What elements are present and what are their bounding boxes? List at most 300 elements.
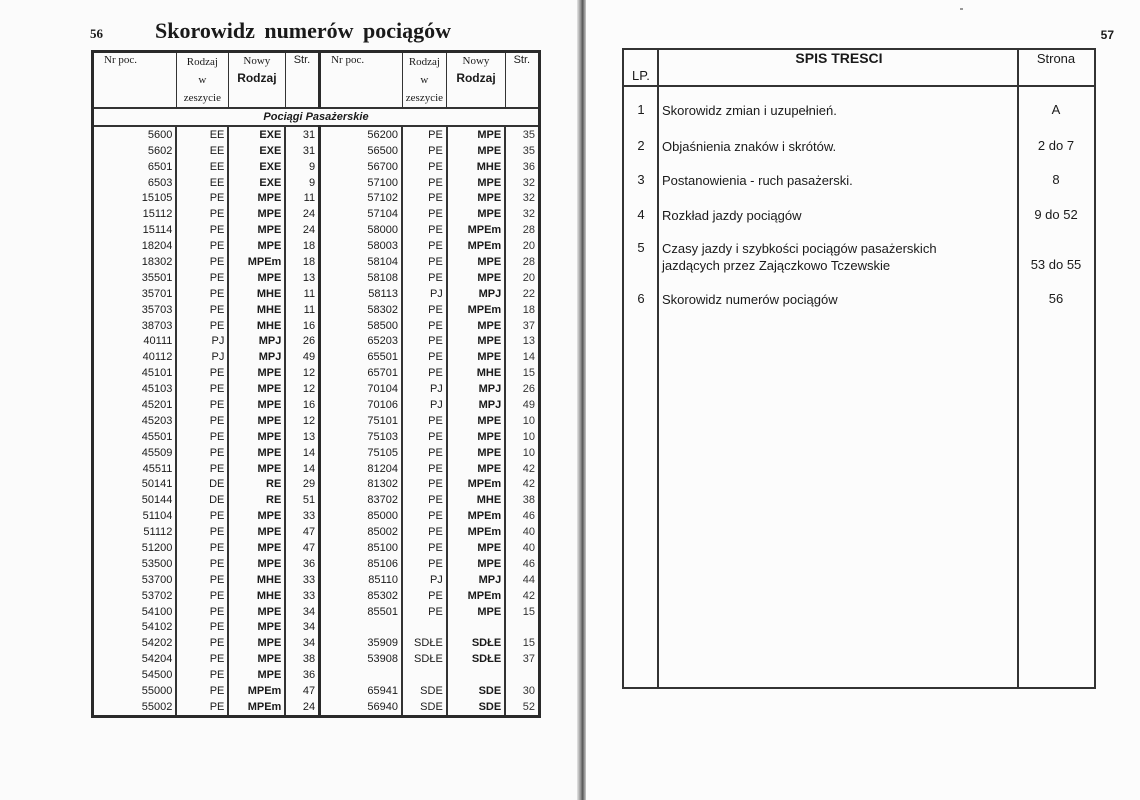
table-row <box>93 476 540 492</box>
header-str: Str. <box>285 52 319 109</box>
new-type-left: MPE <box>228 222 285 238</box>
type-in-book-left: PJ <box>176 349 228 365</box>
toc-divider-strona <box>1017 50 1019 687</box>
train-number-left: 45511 <box>93 461 177 477</box>
table-row <box>93 397 540 413</box>
type-in-book-right: PE <box>402 126 447 143</box>
table-row <box>93 683 540 699</box>
train-number-right: 35909 <box>320 635 402 651</box>
new-type-right: MPE <box>447 604 505 620</box>
train-number-right: 58108 <box>320 270 402 286</box>
page-right: 13 <box>522 335 535 348</box>
table-row <box>93 540 540 556</box>
type-in-book-left: EE <box>176 143 228 159</box>
table-row <box>93 302 540 318</box>
type-in-book-right: PE <box>402 270 447 286</box>
type-in-book-left: PE <box>176 206 228 222</box>
page-left: 18 <box>285 238 319 254</box>
header-rodzaj-line2: w zeszycie <box>183 74 221 104</box>
new-type-right: MPE <box>447 413 505 429</box>
table-of-contents <box>622 48 1096 689</box>
train-number-right: 58000 <box>320 222 402 238</box>
table-row <box>93 254 540 270</box>
page-right: 44 <box>522 573 535 586</box>
train-number-left: 51200 <box>93 540 177 556</box>
train-number-right: 58104 <box>320 254 402 270</box>
type-in-book-left: PE <box>176 620 228 636</box>
table-row <box>93 651 540 667</box>
new-type-right: MPJ <box>447 572 505 588</box>
table-row <box>93 349 540 365</box>
page-left: 13 <box>285 270 319 286</box>
train-number-left: 54204 <box>93 651 177 667</box>
type-in-book-left: EE <box>176 126 228 143</box>
new-type-right <box>447 667 505 683</box>
toc-header-strona: Strona <box>1036 51 1076 66</box>
type-in-book-right: PE <box>402 556 447 572</box>
page-left: 26 <box>285 333 319 349</box>
new-type-right: MPE <box>447 190 505 206</box>
table-row <box>93 604 540 620</box>
train-number-right: 85106 <box>320 556 402 572</box>
new-type-right: MPE <box>447 349 505 365</box>
type-in-book-right: PE <box>402 159 447 175</box>
table-row <box>93 620 540 636</box>
train-number-right: 85302 <box>320 588 402 604</box>
type-in-book-right: PE <box>402 206 447 222</box>
new-type-left: MPE <box>228 190 285 206</box>
train-number-left: 54102 <box>93 620 177 636</box>
page-right: 32 <box>522 192 535 205</box>
type-in-book-right: PE <box>402 318 447 334</box>
train-number-right: 58003 <box>320 238 402 254</box>
new-type-right: MPJ <box>447 397 505 413</box>
train-number-right: 70106 <box>320 397 402 413</box>
type-in-book-left: PE <box>176 683 228 699</box>
new-type-right: MPE <box>447 556 505 572</box>
new-type-right: MPEm <box>447 508 505 524</box>
train-number-left: 53500 <box>93 556 177 572</box>
type-in-book-right: PE <box>402 445 447 461</box>
header-nowy-2 <box>447 52 505 109</box>
type-in-book-left: PE <box>176 318 228 334</box>
new-type-right: SDE <box>447 683 505 699</box>
new-type-right: MPEm <box>447 476 505 492</box>
type-in-book-left: PE <box>176 588 228 604</box>
type-in-book-left: PE <box>176 222 228 238</box>
train-number-right: 75105 <box>320 445 402 461</box>
train-number-right: 56200 <box>320 126 402 143</box>
new-type-left: MPE <box>228 667 285 683</box>
new-type-right: MPE <box>447 126 505 143</box>
page-left: 11 <box>285 302 319 318</box>
type-in-book-right: PE <box>402 365 447 381</box>
train-number-left: 45203 <box>93 413 177 429</box>
toc-entry-title: Skorowidz numerów pociągów <box>662 292 838 307</box>
train-number-right: 57102 <box>320 190 402 206</box>
train-number-left: 45103 <box>93 381 177 397</box>
toc-header-lp: LP. <box>632 68 650 83</box>
train-number-left: 55000 <box>93 683 177 699</box>
new-type-left: MPEm <box>228 699 285 716</box>
new-type-left: MHE <box>228 286 285 302</box>
type-in-book-right: PE <box>402 333 447 349</box>
type-in-book-right: PE <box>402 302 447 318</box>
page-left: 47 <box>285 540 319 556</box>
table-row <box>93 445 540 461</box>
train-number-left: 15105 <box>93 190 177 206</box>
train-number-right <box>320 620 402 636</box>
new-type-left: EXE <box>228 159 285 175</box>
page-left: 12 <box>285 365 319 381</box>
page-right: 37 <box>522 319 535 332</box>
train-number-left: 45101 <box>93 365 177 381</box>
type-in-book-left: PE <box>176 604 228 620</box>
train-number-left: 15112 <box>93 206 177 222</box>
page-right: 37 <box>522 653 535 666</box>
page-right: 52 <box>522 700 535 713</box>
table-row <box>93 159 540 175</box>
type-in-book-right: PE <box>402 143 447 159</box>
table-row <box>93 635 540 651</box>
toc-entry-page: 8 <box>1052 172 1060 187</box>
page-left: 11 <box>285 190 319 206</box>
header-nr-2-label: Nr poc. <box>331 54 365 66</box>
new-type-left: MPE <box>228 381 285 397</box>
type-in-book-right: PE <box>402 476 447 492</box>
train-number-left: 53700 <box>93 572 177 588</box>
table-row <box>93 492 540 508</box>
new-type-right: MHE <box>447 492 505 508</box>
table-row <box>93 190 540 206</box>
type-in-book-left: PE <box>176 524 228 540</box>
new-type-right: MPE <box>447 429 505 445</box>
new-type-left: MPE <box>228 445 285 461</box>
header-nr-label: Nr poc. <box>104 54 137 66</box>
type-in-book-right: PE <box>402 429 447 445</box>
table-row <box>93 556 540 572</box>
new-type-right: MPE <box>447 318 505 334</box>
page-left: 38 <box>285 651 319 667</box>
page-right: 10 <box>522 446 535 459</box>
new-type-left: MPE <box>228 397 285 413</box>
page-right: 35 <box>522 144 535 157</box>
train-number-right: 70104 <box>320 381 402 397</box>
train-number-right: 85501 <box>320 604 402 620</box>
page-left: 12 <box>285 413 319 429</box>
toc-entry-page: 9 do 52 <box>1034 207 1078 222</box>
page-left: 14 <box>285 461 319 477</box>
new-type-left: EXE <box>228 175 285 191</box>
page-left: 31 <box>285 143 319 159</box>
type-in-book-right: PJ <box>402 572 447 588</box>
page-right: 40 <box>522 541 535 554</box>
page-right <box>505 667 539 683</box>
train-number-right: 58113 <box>320 286 402 302</box>
new-type-right: MHE <box>447 365 505 381</box>
train-number-left: 53702 <box>93 588 177 604</box>
train-number-right: 85000 <box>320 508 402 524</box>
type-in-book-right: PE <box>402 238 447 254</box>
page-right: 38 <box>522 494 535 507</box>
train-number-left: 5602 <box>93 143 177 159</box>
train-number-right: 53908 <box>320 651 402 667</box>
train-number-right: 65501 <box>320 349 402 365</box>
page-left: 34 <box>285 635 319 651</box>
table-row <box>93 126 540 143</box>
new-type-right: MPE <box>447 461 505 477</box>
page-left: 24 <box>285 206 319 222</box>
table-header-row <box>93 52 540 109</box>
train-number-left: 45201 <box>93 397 177 413</box>
train-number-left: 35703 <box>93 302 177 318</box>
train-number-left: 35501 <box>93 270 177 286</box>
table-row <box>93 524 540 540</box>
header-nowy-2-line2: Rodzaj <box>456 71 496 85</box>
new-type-right: MPEm <box>447 238 505 254</box>
page-right: 46 <box>522 557 535 570</box>
train-number-right: 75103 <box>320 429 402 445</box>
new-type-right: MPEm <box>447 222 505 238</box>
toc-entry-title: Postanowienia - ruch pasażerski. <box>662 173 853 188</box>
type-in-book-left: DE <box>176 476 228 492</box>
header-nr <box>93 52 177 109</box>
train-number-left: 40112 <box>93 349 177 365</box>
table-row <box>93 286 540 302</box>
paper-speck <box>960 8 963 10</box>
page-left: 18 <box>285 254 319 270</box>
type-in-book-left: PE <box>176 381 228 397</box>
new-type-left: MPE <box>228 556 285 572</box>
train-number-right: 58500 <box>320 318 402 334</box>
train-number-right: 56500 <box>320 143 402 159</box>
toc-entry-number: 4 <box>637 207 645 222</box>
header-rodzaj <box>176 52 228 109</box>
page-right: 32 <box>522 176 535 189</box>
new-type-left: MPE <box>228 413 285 429</box>
type-in-book-right: PE <box>402 254 447 270</box>
page-left: 33 <box>285 508 319 524</box>
type-in-book-right: SDŁE <box>402 651 447 667</box>
type-in-book-left: PE <box>176 635 228 651</box>
toc-entry-title: Objaśnienia znaków i skrótów. <box>662 139 837 154</box>
train-number-left: 18302 <box>93 254 177 270</box>
type-in-book-left: PE <box>176 190 228 206</box>
new-type-right: SDŁE <box>447 635 505 651</box>
new-type-left: EXE <box>228 143 285 159</box>
table-row <box>93 429 540 445</box>
page-left: 47 <box>285 524 319 540</box>
new-type-right: MPE <box>447 270 505 286</box>
type-in-book-left: PE <box>176 461 228 477</box>
page-right: 22 <box>522 287 535 300</box>
type-in-book-left: PE <box>176 699 228 716</box>
type-in-book-left: PE <box>176 302 228 318</box>
type-in-book-left: PE <box>176 572 228 588</box>
page-right: 20 <box>522 271 535 284</box>
train-number-left: 45509 <box>93 445 177 461</box>
toc-header-divider <box>624 85 1094 87</box>
page-right: 42 <box>522 589 535 602</box>
page-left: 49 <box>285 349 319 365</box>
table-row <box>93 413 540 429</box>
header-nr-2 <box>320 52 402 109</box>
new-type-left: EXE <box>228 126 285 143</box>
page-right: 26 <box>522 383 535 396</box>
table-row <box>93 206 540 222</box>
new-type-left: MHE <box>228 318 285 334</box>
page-left: 51 <box>285 492 319 508</box>
page-right: 15 <box>522 367 535 380</box>
header-nowy-2-line1: Nowy <box>462 55 490 67</box>
new-type-right: MHE <box>447 159 505 175</box>
type-in-book-left: PJ <box>176 333 228 349</box>
page-right: 35 <box>522 128 535 141</box>
type-in-book-right <box>402 667 447 683</box>
new-type-left: MPE <box>228 540 285 556</box>
page-left: 11 <box>285 286 319 302</box>
new-type-right: MPE <box>447 175 505 191</box>
type-in-book-left: PE <box>176 508 228 524</box>
new-type-right: MPJ <box>447 286 505 302</box>
type-in-book-left: PE <box>176 413 228 429</box>
type-in-book-left: PE <box>176 397 228 413</box>
new-type-right: MPE <box>447 206 505 222</box>
page-right: 10 <box>522 430 535 443</box>
type-in-book-right: PE <box>402 492 447 508</box>
toc-entry-number: 6 <box>637 291 645 306</box>
new-type-left: RE <box>228 476 285 492</box>
toc-entry-number: 3 <box>637 172 645 187</box>
toc-entry-title: Czasy jazdy i szybkości pociągów pasażerskich jazdących przez Zajączkowo Tczewskie <box>662 241 937 273</box>
table-row <box>93 699 540 716</box>
train-number-right: 81302 <box>320 476 402 492</box>
new-type-left: MPJ <box>228 333 285 349</box>
train-number-left: 45501 <box>93 429 177 445</box>
new-type-left: MPE <box>228 365 285 381</box>
table-row <box>93 588 540 604</box>
train-number-left: 50144 <box>93 492 177 508</box>
new-type-right: MPEm <box>447 524 505 540</box>
type-in-book-right: PE <box>402 524 447 540</box>
table-row <box>93 461 540 477</box>
table-body <box>93 126 540 716</box>
type-in-book-right: PE <box>402 604 447 620</box>
page-right: 49 <box>522 398 535 411</box>
new-type-right: SDE <box>447 699 505 716</box>
type-in-book-right <box>402 620 447 636</box>
type-in-book-right: PE <box>402 540 447 556</box>
page-left: 13 <box>285 429 319 445</box>
train-number-right: 57100 <box>320 175 402 191</box>
page-right: 20 <box>522 240 535 253</box>
type-in-book-left: EE <box>176 159 228 175</box>
type-in-book-left: PE <box>176 270 228 286</box>
page-left: 12 <box>285 381 319 397</box>
header-rodzaj-2 <box>402 52 447 109</box>
toc-entry-title: Rozkład jazdy pociągów <box>662 208 802 223</box>
new-type-left: MPEm <box>228 254 285 270</box>
toc-entry-page: A <box>1051 102 1061 117</box>
table-row <box>93 508 540 524</box>
page-left: 34 <box>285 604 319 620</box>
header-rodzaj-2-line1: Rodzaj <box>408 56 440 68</box>
header-nowy-line2: Rodzaj <box>237 71 277 85</box>
page-right: 10 <box>522 414 535 427</box>
train-number-right: 75101 <box>320 413 402 429</box>
type-in-book-right: PE <box>402 175 447 191</box>
type-in-book-right: PJ <box>402 397 447 413</box>
page-right: 14 <box>522 351 535 364</box>
page-left: 31 <box>285 126 319 143</box>
type-in-book-right: PE <box>402 461 447 477</box>
page-left: 36 <box>285 556 319 572</box>
page-title: Skorowidz numerów pociągów <box>155 18 452 43</box>
header-rodzaj-line1: Rodzaj <box>186 56 218 68</box>
new-type-left: MHE <box>228 588 285 604</box>
train-number-left: 35701 <box>93 286 177 302</box>
type-in-book-right: PE <box>402 222 447 238</box>
new-type-left: MPE <box>228 238 285 254</box>
new-type-left: MPE <box>228 604 285 620</box>
new-type-left: MPE <box>228 635 285 651</box>
page-left: 16 <box>285 397 319 413</box>
new-type-left: MPE <box>228 620 285 636</box>
train-number-right: 83702 <box>320 492 402 508</box>
page-left: 33 <box>285 572 319 588</box>
page-right: 15 <box>522 605 535 618</box>
table-row <box>93 143 540 159</box>
new-type-right <box>447 620 505 636</box>
train-number-left: 54202 <box>93 635 177 651</box>
page-right: 30 <box>522 685 535 697</box>
train-number-left: 5600 <box>93 126 177 143</box>
train-number-left: 54500 <box>93 667 177 683</box>
table-row <box>93 175 540 191</box>
page-left: 14 <box>285 445 319 461</box>
train-number-left: 18204 <box>93 238 177 254</box>
type-in-book-left: PE <box>176 540 228 556</box>
type-in-book-right: SDŁE <box>402 635 447 651</box>
type-in-book-left: PE <box>176 429 228 445</box>
new-type-left: MHE <box>228 302 285 318</box>
new-type-left: MPE <box>228 508 285 524</box>
type-in-book-right: PE <box>402 508 447 524</box>
type-in-book-right: PE <box>402 190 447 206</box>
new-type-left: RE <box>228 492 285 508</box>
train-number-left: 15114 <box>93 222 177 238</box>
type-in-book-left: PE <box>176 667 228 683</box>
toc-header-title: SPIS TRESCI <box>795 50 883 66</box>
type-in-book-left: PE <box>176 238 228 254</box>
page-right: 46 <box>522 510 535 523</box>
new-type-left: MPE <box>228 524 285 540</box>
type-in-book-left: PE <box>176 445 228 461</box>
table-row <box>93 667 540 683</box>
new-type-left: MPEm <box>228 683 285 699</box>
new-type-left: MPE <box>228 206 285 222</box>
train-number-left: 55002 <box>93 699 177 716</box>
header-nowy-line1: Nowy <box>243 55 271 67</box>
type-in-book-right: SDE <box>402 699 447 716</box>
train-number-right: 65701 <box>320 365 402 381</box>
new-type-left: MHE <box>228 572 285 588</box>
train-number-right: 56700 <box>320 159 402 175</box>
page-left: 34 <box>285 620 319 636</box>
new-type-right: MPE <box>447 143 505 159</box>
new-type-left: MPJ <box>228 349 285 365</box>
page-left: 9 <box>285 159 319 175</box>
